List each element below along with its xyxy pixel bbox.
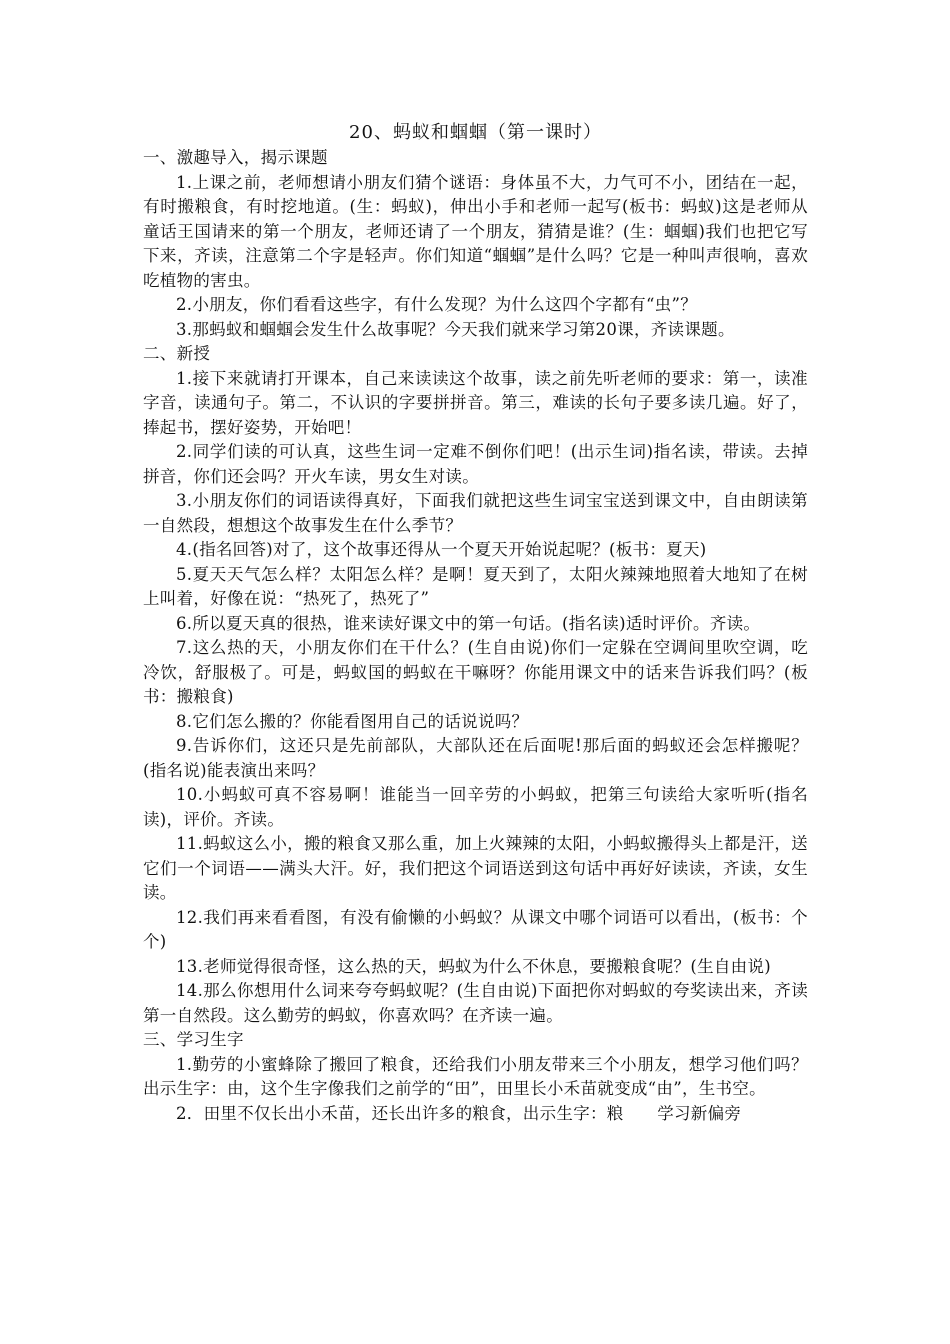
paragraph: 11.蚂蚁这么小，搬的粮食又那么重，加上火辣辣的太阳，小蚂蚁搬得头上都是汗，送它们一个词语——满头大汗。好，我们把这个词语送到这句话中再好好读读，齐读，女生读。 bbox=[143, 834, 808, 902]
paragraph: 10.小蚂蚁可真不容易啊！谁能当一回辛劳的小蚂蚁，把第三句读给大家听听(指名读)，评价。齐读。 bbox=[143, 785, 808, 829]
paragraph: 3.小朋友你们的词语读得真好，下面我们就把这些生词宝宝送到课文中，自由朗读第一自然段，想想这个故事发生在什么季节？ bbox=[143, 491, 808, 535]
section-heading: 二、新授 bbox=[143, 344, 211, 363]
section-3 bbox=[143, 1028, 808, 1126]
paragraph: 13.老师觉得很奇怪，这么热的天，蚂蚁为什么不休息，要搬粮食呢？(生自由说) bbox=[176, 956, 772, 976]
document-title: 20、蚂蚁和蝈蝈（第一课时） bbox=[349, 122, 602, 143]
section-1 bbox=[143, 146, 808, 342]
paragraph: 5.夏天天气怎么样？太阳怎么样？是啊！夏天到了，太阳火辣辣地照着大地知了在树上叫着，好像在说：“热死了，热死了” bbox=[143, 564, 808, 608]
paragraph: 2.同学们读的可认真，这些生词一定难不倒你们吧！(出示生词)指名读，带读。去掉拼音，你们还会吗？开火车读，男女生对读。 bbox=[143, 442, 808, 486]
paragraph: 14.那么你想用什么词来夸夸蚂蚁呢？(生自由说)下面把你对蚂蚁的夸奖读出来，齐读第一自然段。这么勤劳的蚂蚁，你喜欢吗？在齐读一遍。 bbox=[143, 981, 808, 1025]
paragraph: 3.那蚂蚁和蝈蝈会发生什么故事呢？今天我们就来学习第20课，齐读课题。 bbox=[176, 319, 735, 339]
section-heading: 三、学习生字 bbox=[143, 1030, 244, 1049]
paragraph: 12.我们再来看看图，有没有偷懒的小蚂蚁？从课文中哪个词语可以看出，(板书：个个) bbox=[143, 907, 808, 951]
paragraph: 7.这么热的天，小朋友你们在干什么？(生自由说)你们一定躲在空调间里吹空调，吃冷饮，舒服极了。可是，蚂蚁国的蚂蚁在干嘛呀？你能用课文中的话来告诉我们吗？(板书：搬粮食) bbox=[143, 638, 808, 706]
paragraph: 4.(指名回答)对了，这个故事还得从一个夏天开始说起呢？(板书：夏天) bbox=[176, 540, 707, 559]
document-page bbox=[143, 120, 808, 1126]
section-heading: 一、激趣导入，揭示课题 bbox=[143, 148, 328, 167]
paragraph: 1.接下来就请打开课本，自己来读读这个故事，读之前先听老师的要求：第一，读准字音，读通句子。第二，不认识的字要拼拼音。第三，难读的长句子要多读几遍。好了，捧起书，摆好姿势，开始吧！ bbox=[143, 368, 808, 437]
paragraph: 2．田里不仅长出小禾苗，还长出许多的粮食，出示生字：粮 学习新偏旁 bbox=[176, 1103, 742, 1123]
paragraph: 2.小朋友，你们看看这些字，有什么发现？为什么这四个字都有“虫”？ bbox=[176, 295, 698, 314]
paragraph: 1.上课之前，老师想请小朋友们猜个谜语：身体虽不大，力气可不小，团结在一起，有时搬粮食，有时挖地道。(生：蚂蚁)，伸出小手和老师一起写(板书：蚂蚁)这是老师从童话王国请来的第一个朋友，老师还请了一个朋友，猜猜是谁？(生：蝈蝈)我们也把它写下来，齐读，注意第二个字是轻声。你们知道“蝈蝈”是什么吗？它是一种叫声很响，喜欢吃植物的害虫。 bbox=[143, 172, 808, 290]
paragraph: 9.告诉你们，这还只是先前部队，大部队还在后面呢!那后面的蚂蚁还会怎样搬呢？(指名说)能表演出来吗？ bbox=[143, 736, 808, 780]
paragraph: 1.勤劳的小蜜蜂除了搬回了粮食，还给我们小朋友带来三个小朋友，想学习他们吗？出示生字：由，这个生字像我们之前学的“田”，田里长小禾苗就变成“由”，生书空。 bbox=[143, 1054, 808, 1098]
section-2 bbox=[143, 342, 808, 1028]
paragraph: 8.它们怎么搬的？你能看图用自己的话说说吗？ bbox=[176, 711, 529, 731]
paragraph: 6.所以夏天真的很热，谁来读好课文中的第一句话。(指名读)适时评价。齐读。 bbox=[176, 613, 761, 633]
